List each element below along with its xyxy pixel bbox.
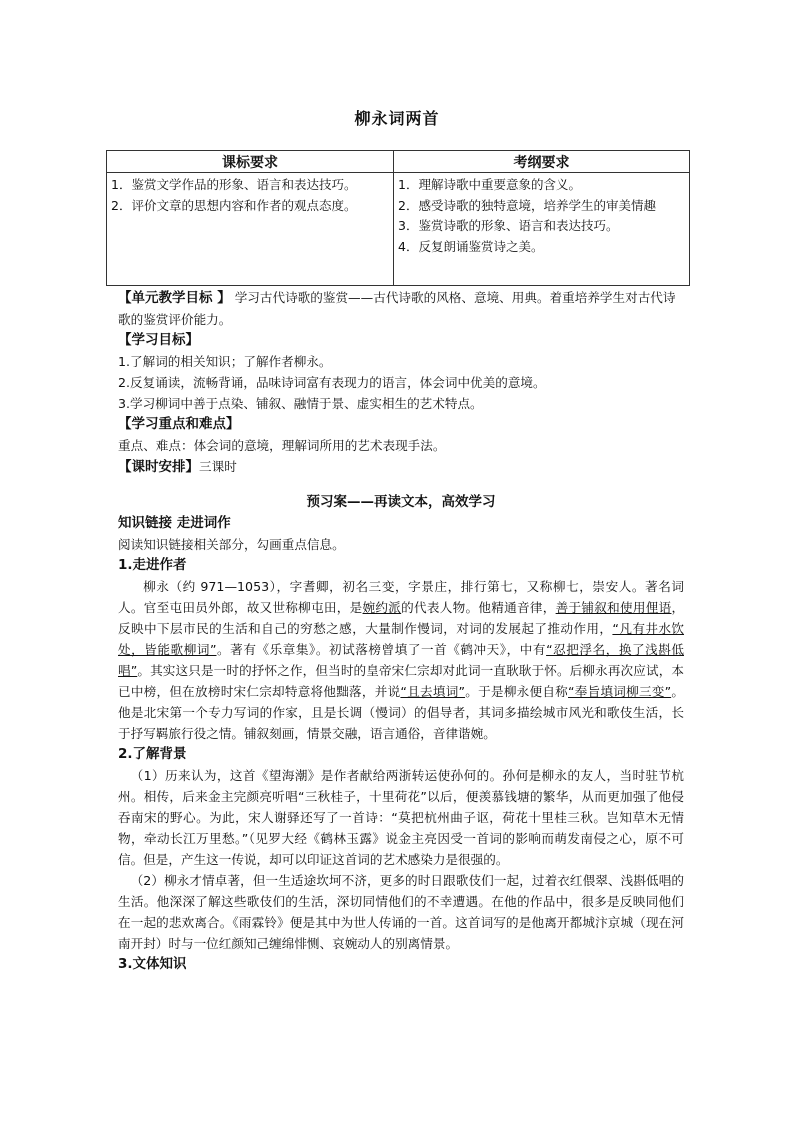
knowledge-link-heading: 知识链接 走进词作 <box>118 515 231 531</box>
background-paragraph-1: （1）历来认为，这首《望海潮》是作者献给两浙转运使孙何的。孙何是柳永的友人，当时驻节杭州。相传，后来金主完颜亮听唱“三秋桂子，十里荷花”以后，便羡慕钱塘的繁华，从而更加强了他侵吞南宋的野心。为此，宋人谢驿还写了一首诗：“莫把杭州曲子讴，荷花十里桂三秋。岂知草木无情物，牵动长江万里愁。”（见罗大经《鹤林玉露》说金主亮因受一首词的影响而萌发南侵之心，原不可信。但是，产生这一传说，却可以印证这首词的艺术感染力是很强的。 <box>118 768 684 867</box>
table-header-row <box>107 151 690 173</box>
table-row <box>107 173 690 286</box>
author-text: 柳永（约 971—1053），字耆卿，初名三变，字景庄，排行第七，又称柳七，崇安人。著名词人。官至屯田员外郎，故又世称柳屯田，是 <box>118 579 684 615</box>
unit-goal <box>118 287 684 330</box>
unit-goal-text: 学习古代诗歌的鉴赏——古代诗歌的风格、意境、用典。着重培养学生对古代诗歌的鉴赏评价能力。 <box>118 290 676 327</box>
author-paragraph <box>118 576 684 744</box>
exam-requirements-cell <box>394 173 690 286</box>
background-paragraph-2: （2）柳永才情卓著，但一生适途坎坷不济，更多的时日跟歌伎们一起，过着衣红偎翠、浅斟低唱的生活。他深深了解这些歌伎们的生活，深切同情他们的不幸遭遇。在他的作品中，很多是反映同他们在一起的悲欢离合。《雨霖铃》便是其中为世人传诵的一首。这首词写的是他离开都城汴京城（现在河南开封）时与一位红颜知己缠绵悱恻、哀婉动人的别离情景。 <box>118 873 684 951</box>
list-item: 2．感受诗歌的独特意境，培养学生的审美情趣 <box>398 197 656 213</box>
preview-instruction: 阅读知识链接相关部分，勾画重点信息。 <box>118 537 345 552</box>
underlined-phrase: 善于铺叙和使用俚语 <box>555 600 672 615</box>
learning-goals-label: 【学习目标】 <box>118 332 199 348</box>
curriculum-requirements-cell <box>107 173 394 286</box>
author-text: 。于是柳永便自称 <box>465 684 568 699</box>
author-text: 。著有《乐章集》。初试落榜曾填了一首《鹤冲天》，中有 <box>216 642 547 657</box>
column-header-curriculum: 课标要求 <box>107 151 394 173</box>
author-heading: 1.走进作者 <box>118 557 187 573</box>
underlined-phrase: 婉约派 <box>362 600 402 615</box>
underlined-quote: “凡有井水饮处，皆能歌柳词” <box>118 621 685 657</box>
list-item: 1．鉴赏文学作品的形象、语言和表达技巧。 <box>111 177 357 192</box>
schedule-text: 三课时 <box>199 459 237 474</box>
underlined-quote: “忍把浮名，换了浅斟低唱” <box>118 642 684 678</box>
column-header-exam: 考纲要求 <box>394 151 690 173</box>
document-body <box>118 287 684 975</box>
key-points-text: 重点、难点：体会词的意境，理解词所用的艺术表现手法。 <box>118 438 446 453</box>
author-text: ，反映中下层市民的生活和自己的穷愁之感，大量制作慢词，对词的发展起了推动作用， <box>118 600 685 636</box>
list-item: 3．鉴赏诗歌的形象、语言和表达技巧。 <box>398 218 619 233</box>
list-item: 4．反复朗诵鉴赏诗之美。 <box>398 238 544 254</box>
unit-goal-label: 【单元教学目标 】 <box>118 290 231 306</box>
schedule <box>118 456 684 478</box>
learning-goal-item: 1.了解词的相关知识；了解作者柳永。 <box>118 354 332 369</box>
learning-goal-item: 3.学习柳词中善于点染、铺叙、融情于景、虚实相生的艺术特点。 <box>118 396 483 411</box>
underlined-quote: “奉旨填词柳三变” <box>568 684 672 699</box>
genre-heading: 3.文体知识 <box>118 956 187 972</box>
author-text: 。他是北宋第一个专力写词的作家，且是长调（慢词）的倡导者，其词多描绘城市风光和歌伎生活，长于抒写羁旅行役之情。铺叙刻画，情景交融，语言通俗，音律谐婉。 <box>118 684 684 741</box>
author-text: 的代表人物。他精通音律， <box>401 600 556 615</box>
underlined-quote: “且去填词” <box>400 684 466 699</box>
preview-heading: 预习案——再读文本，高效学习 <box>306 494 496 510</box>
document-title: 柳永词两首 <box>354 109 440 128</box>
learning-goal-item: 2.反复诵读，流畅背诵，品味诗词富有表现力的语言，体会词中优美的意境。 <box>118 375 546 390</box>
list-item: 1．理解诗歌中重要意象的含义。 <box>398 177 581 192</box>
background-heading: 2.了解背景 <box>118 746 187 762</box>
standards-table <box>106 150 690 286</box>
schedule-label: 【课时安排】 <box>118 459 199 475</box>
list-item: 2．评价文章的思想内容和作者的观点态度。 <box>111 197 357 213</box>
author-text: 。其实这只是一时的抒怀之作，但当时的皇帝宋仁宗却对此词一直耿耿于怀。后柳永再次应试，本已中榜，但在放榜时宋仁宗却特意将他黜落，并说 <box>118 663 685 699</box>
key-points-label: 【学习重点和难点】 <box>118 416 240 432</box>
